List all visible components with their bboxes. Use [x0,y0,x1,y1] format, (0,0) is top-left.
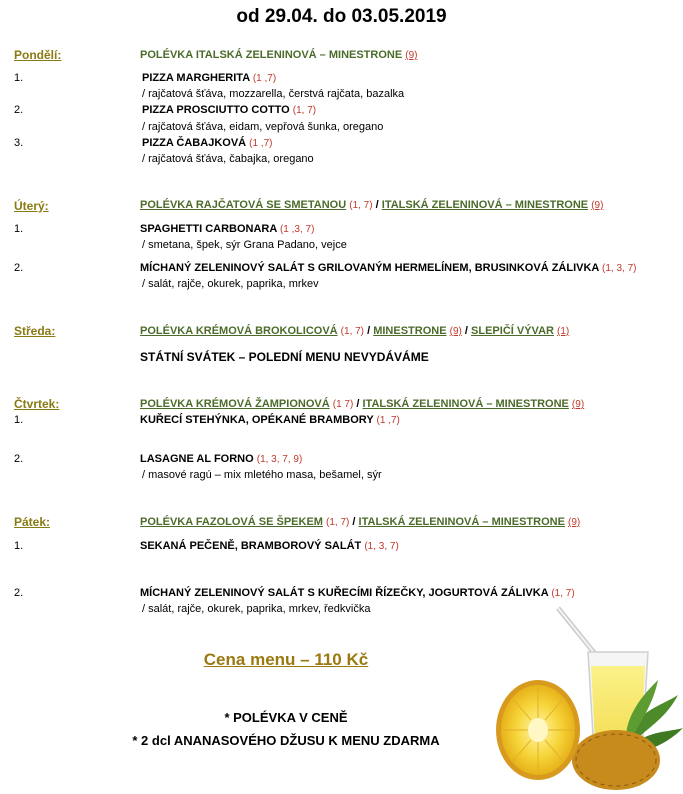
dish-description: / salát, rajče, okurek, paprika, mrkev [142,278,319,290]
soup-allergens: (1, 7) [349,200,373,211]
dish-name [140,587,575,599]
dish-description: / salát, rajče, okurek, paprika, mrkev, ředkvička [142,603,371,615]
dish-description: / rajčatová šťáva, eidam, vepřová šunka, oregano [142,121,384,133]
day-label-wednesday: Středa: [14,324,56,338]
dish-allergens: (1 ,7) [252,73,277,84]
day-label-tuesday: Úterý: [14,199,49,213]
soup-separator: / [464,325,468,337]
soup-separator: / [367,325,371,337]
dish-name-text: SEKANÁ PEČENĚ, BRAMBOROVÝ SALÁT [140,540,362,552]
dish-name-text: PIZZA MARGHERITA [142,72,250,84]
day-label-friday: Pátek: [14,515,51,529]
dish-description: / masové ragú – mix mletého masa, bešamel, sýr [142,469,382,481]
dish-number: 2. [14,104,24,116]
soup-line-friday [140,516,580,528]
soup-line-wednesday [140,325,569,337]
soup-allergens: (1, 7) [340,326,365,337]
dish-allergens: (1, 7) [292,105,317,116]
soup-line-thursday [140,398,584,410]
page-title: od 29.04. do 03.05.2019 [236,6,447,27]
soup-name: MINESTRONE [373,325,447,337]
extra-free-juice: * 2 dcl ANANASOVÉHO DŽUSU K MENU ZDARMA [132,733,440,748]
dish-name-text: MÍCHANÝ ZELENINOVÝ SALÁT S GRILOVANÝM HERMELÍNEM, BRUSINKOVÁ ZÁLIVKA [140,262,599,274]
dish-name-text: LASAGNE AL FORNO [140,453,254,465]
dish-name [140,414,400,426]
soup-separator: / [352,516,356,528]
soup-allergens: (9) [449,326,462,337]
dish-description: / rajčatová šťáva, čabajka, oregano [142,153,314,165]
soup-name: ITALSKÁ ZELENINOVÁ – MINESTRONE [362,398,569,410]
dish-number: 2. [14,587,24,599]
dish-allergens: (1 ,7) [376,415,400,426]
dish-number: 1. [14,223,24,235]
dish-name-text: KUŘECÍ STEHÝNKA, OPÉKANÉ BRAMBORY [140,414,374,426]
dish-number: 2. [14,453,24,465]
soup-allergens: (9) [567,517,581,528]
soup-name: ITALSKÁ ZELENINOVÁ – MINESTRONE [381,199,589,211]
soup-name: SLEPIČÍ VÝVAR [471,325,554,337]
soup-allergens: (1) [557,326,570,337]
soup-name: POLÉVKA KRÉMOVÁ ŽAMPIONOVÁ [140,398,330,410]
dish-name [140,453,302,465]
dish-allergens: (1, 3, 7, 9) [256,454,303,465]
dish-allergens: (1, 7) [551,588,575,599]
soup-name: POLÉVKA KRÉMOVÁ BROKOLICOVÁ [140,325,338,337]
extra-soup-included: * POLÉVKA V CENĚ [224,710,348,725]
menu-price: Cena menu – 110 Kč [203,650,369,669]
dish-allergens: (1, 3, 7) [602,263,637,274]
dish-name [142,104,316,116]
dish-name-text: PIZZA ČABAJKOVÁ [142,137,247,149]
soup-name: POLÉVKA ITALSKÁ ZELENINOVÁ – MINESTRONE [140,49,403,61]
dish-name-text: SPAGHETTI CARBONARA [140,223,277,235]
dish-name [142,137,273,149]
dish-name-text: MÍCHANÝ ZELENINOVÝ SALÁT S KUŘECÍMI ŘÍZEČKY, JOGURTOVÁ ZÁLIVKA [140,587,549,599]
day-label-monday: Pondělí: [14,48,62,62]
soup-line-monday [140,49,417,61]
dish-description: / rajčatová šťáva, mozzarella, čerstvá rajčata, bazalka [142,88,405,100]
soup-name: ITALSKÁ ZELENINOVÁ – MINESTRONE [358,516,565,528]
dish-name [140,262,637,274]
dish-name [140,223,314,235]
dish-number: 1. [14,540,24,552]
soup-allergens: (1 7) [332,399,354,410]
soup-separator: / [356,398,360,410]
dish-allergens: (1 ,3, 7) [279,224,315,235]
soup-allergens: (9) [571,399,585,410]
soup-name: POLÉVKA RAJČATOVÁ SE SMETANOU [140,199,347,211]
soup-allergens: (9) [405,50,418,61]
soup-separator: / [375,199,379,211]
dish-allergens: (1, 3, 7) [364,541,399,552]
dish-description: / smetana, špek, sýr Grana Padano, vejce [142,239,347,251]
soup-allergens: (1, 7) [326,517,350,528]
dish-allergens: (1 ,7) [249,138,273,149]
dish-name-text: PIZZA PROSCIUTTO COTTO [142,104,290,116]
dish-number: 1. [14,72,24,84]
soup-allergens: (9) [591,200,604,211]
dish-number: 1. [14,414,24,426]
pineapple-juice-icon [488,600,683,794]
soup-name: POLÉVKA FAZOLOVÁ SE ŠPEKEM [140,516,323,528]
day-label-thursday: Čtvrtek: [14,397,60,411]
dish-number: 3. [14,137,24,149]
dish-name [142,72,276,84]
dish-name [140,540,399,552]
dish-number: 2. [14,262,24,274]
soup-line-tuesday [140,199,603,211]
holiday-note: STÁTNÍ SVÁTEK – POLEDNÍ MENU NEVYDÁVÁME [140,350,429,364]
